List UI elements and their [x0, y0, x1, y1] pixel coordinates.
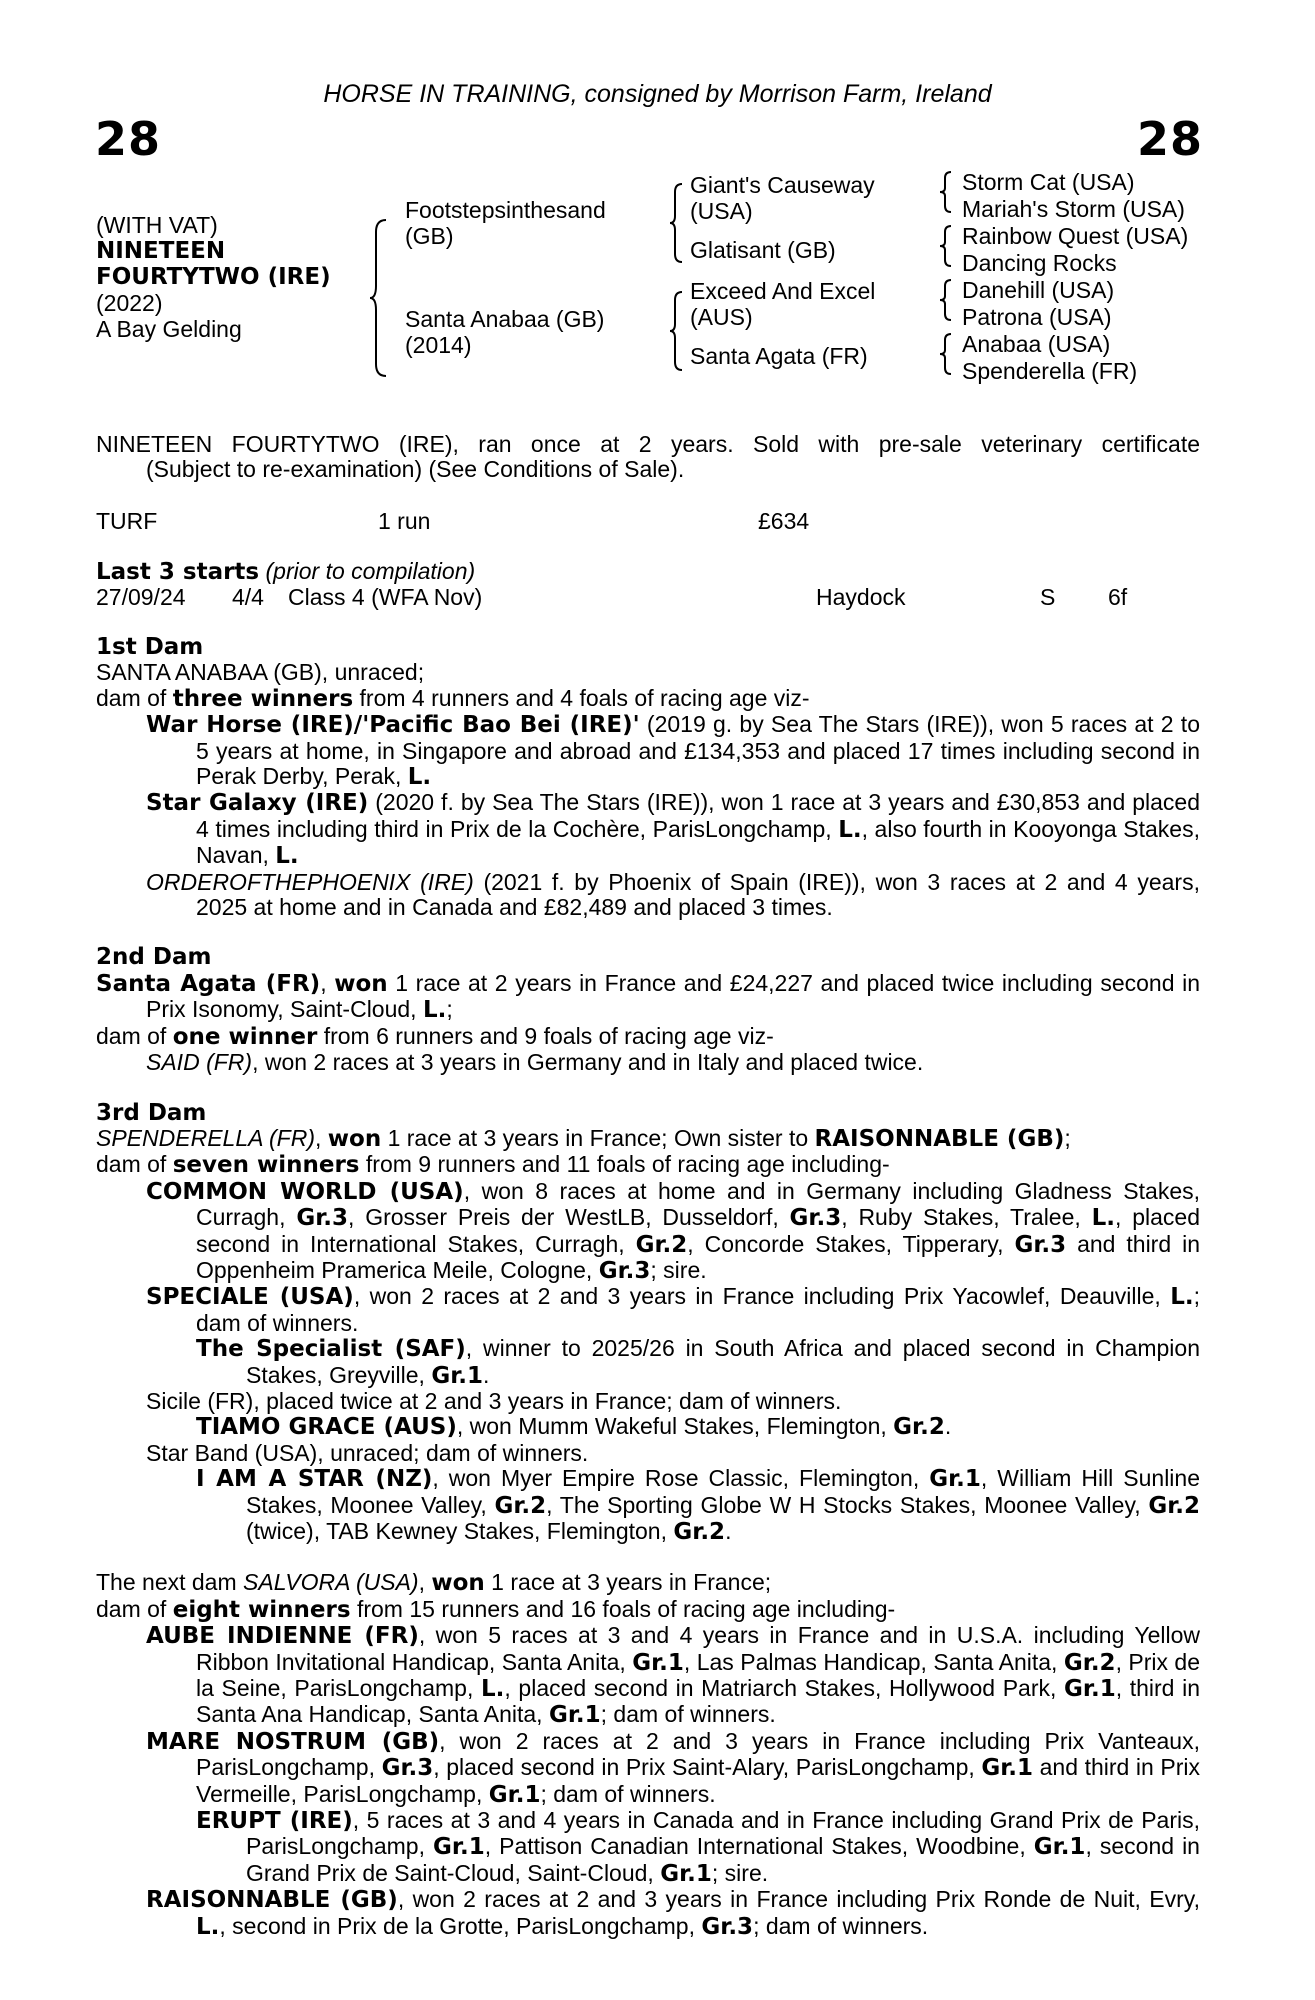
- pedigree-brace-dam: [668, 290, 686, 372]
- listed-badge: L.: [422, 997, 447, 1024]
- text: , Ruby Stakes, Tralee,: [841, 1204, 1092, 1231]
- grade-badge: Gr.1: [548, 1702, 601, 1729]
- listed-badge: L.: [1170, 1284, 1194, 1311]
- text: .: [944, 1413, 952, 1440]
- text: dam of: [96, 1151, 173, 1178]
- start-position: 4/4: [232, 584, 264, 610]
- listed-badge: L.: [481, 1676, 505, 1703]
- grade-badge: Gr.2: [494, 1492, 547, 1519]
- grade-badge: Gr.2: [1063, 1649, 1116, 1676]
- next-dam-progeny-aube-indienne: [96, 1623, 1200, 1729]
- next-dam-progeny-raisonnable: [96, 1887, 1200, 1940]
- text: from 4 runners and 4 foals of racing age viz-: [353, 684, 810, 711]
- gen3-ancestor: Rainbow Quest (USA): [962, 223, 1189, 249]
- text: from 15 runners and 16 foals of racing age including-: [350, 1595, 896, 1622]
- grade-badge: Gr.3: [701, 1913, 754, 1940]
- text: , won Myer Empire Rose Classic, Flemington,: [432, 1465, 930, 1492]
- summary: [96, 432, 1200, 483]
- text: dam of: [96, 1595, 173, 1622]
- sibling-name: RAISONNABLE (GB): [814, 1125, 1065, 1152]
- text: ; sire.: [711, 1859, 769, 1886]
- text: ; dam of winners.: [196, 1283, 1201, 1336]
- grade-badge: Gr.1: [431, 1362, 484, 1389]
- grade-badge: Gr.3: [598, 1257, 651, 1284]
- text: and third in Oppenheim Pramerica Meile, Cologne,: [196, 1230, 1200, 1283]
- grade-badge: Gr.3: [381, 1755, 434, 1782]
- progeny-name: RAISONNABLE (GB): [146, 1887, 398, 1914]
- winners-count: seven winners: [172, 1152, 360, 1179]
- text: , placed second in Matriarch Stakes, Hollywood Park,: [504, 1675, 1065, 1702]
- grade-badge: Gr.3: [789, 1205, 842, 1232]
- grade-badge: Gr.3: [296, 1205, 348, 1232]
- text: and third in Prix Vermeille, ParisLongchamp,: [196, 1754, 1200, 1807]
- horse-identity: [96, 212, 331, 342]
- record-earnings: £634: [758, 508, 810, 534]
- progeny-name: Star Galaxy (IRE): [146, 790, 369, 817]
- dam3-progeny-star-band: Star Band (USA), unraced; dam of winners.: [146, 1439, 589, 1466]
- text: , placed second in International Stakes, Curragh,: [196, 1204, 1200, 1257]
- vat-note: (WITH VAT): [96, 212, 218, 238]
- dam-name: Santa Agata (FR): [96, 970, 321, 997]
- next-dam-progeny-mare-nostrum: [96, 1729, 1200, 1808]
- pedigree-brace-g3-4: [938, 332, 954, 376]
- start-date: 27/09/24: [96, 584, 186, 610]
- progeny-name: The Specialist (SAF): [196, 1336, 466, 1363]
- pedigree-gen3: [962, 169, 1188, 385]
- grade-badge: Gr.1: [1064, 1676, 1116, 1703]
- text: , Prix de la Seine, ParisLongchamp,: [196, 1648, 1201, 1702]
- dam1-produce-summary: [96, 686, 1200, 712]
- grade-badge: Gr.2: [893, 1414, 945, 1441]
- dam3-grandprogeny-tiamo-grace: [96, 1414, 1200, 1440]
- dam-sections: [96, 635, 1200, 1940]
- dam2-produce-summary: [96, 1024, 1200, 1050]
- pedigree-brace-main: [368, 218, 390, 378]
- start-course: Haydock: [816, 584, 906, 610]
- text: The next dam: [96, 1569, 244, 1596]
- next-dam-produce-summary: [96, 1597, 1200, 1623]
- record-surface: TURF: [96, 508, 158, 534]
- horse-year: (2022): [96, 290, 163, 316]
- text: , Pattison Canadian International Stakes, Woodbine,: [484, 1833, 1034, 1860]
- text: , won 2 races at 2 and 3 years in France including Prix Vanteaux, ParisLongchamp,: [196, 1727, 1200, 1781]
- dam3-progeny-sicile: Sicile (FR), placed twice at 2 and 3 years in France; dam of winners.: [146, 1387, 842, 1414]
- text: ; dam of winners.: [600, 1701, 776, 1728]
- gen3-ancestor: Spenderella (FR): [962, 358, 1138, 384]
- start-distance: 6f: [1108, 584, 1128, 610]
- gen3-ancestor: Mariah's Storm (USA): [962, 196, 1185, 222]
- pedigree-sire-sire: [690, 172, 875, 224]
- text: , second in Prix de la Grotte, ParisLongchamp,: [219, 1912, 702, 1939]
- text: from 9 runners and 11 foals of racing age including-: [359, 1151, 890, 1178]
- last-starts-heading: [96, 558, 475, 585]
- winners-count: one winner: [172, 1023, 318, 1050]
- pedigree-brace-g3-1: [938, 170, 954, 214]
- text: , won 2 races at 2 and 3 years in France including Prix Yacowlef, Deauville,: [353, 1283, 1171, 1310]
- dam2-heading: 2nd Dam: [96, 944, 212, 971]
- progeny-name: COMMON WORLD (USA): [146, 1178, 464, 1205]
- pedigree-brace-sire: [668, 182, 686, 264]
- progeny-record: (2019 g. by Sea The Stars (IRE)), won 5 races at 2 to 5 years at home, in Singapore and abroad and £134,353 and placed 17 times including second in Perak Derby, Perak,: [196, 711, 1200, 790]
- progeny-name: SPECIALE (USA): [146, 1284, 354, 1311]
- text: .: [725, 1518, 732, 1544]
- grade-badge: Gr.2: [1148, 1492, 1200, 1519]
- start-going: S: [1040, 584, 1056, 610]
- listed-badge: L.: [838, 816, 862, 843]
- pedigree-brace-g3-2: [938, 224, 954, 268]
- text: , Grosser Preis der WestLB, Dusseldorf,: [348, 1204, 790, 1231]
- pedigree-sire: [405, 197, 606, 249]
- dam3-produce-summary: [96, 1152, 1200, 1178]
- text: , won 5 races at 3 and 4 years in France and in U.S.A. including Yellow Ribbon Invitational Handicap, Santa Anita,: [196, 1622, 1200, 1675]
- last-starts-note: (prior to compilation): [265, 558, 476, 584]
- progeny-record: , won 2 races at 3 years in Germany and in Italy and placed twice.: [252, 1049, 924, 1076]
- text: , second in Grand Prix de Saint-Cloud, Saint-Cloud,: [246, 1833, 1200, 1886]
- listed-badge: L.: [407, 764, 432, 791]
- lot-number-right: 28: [1136, 112, 1203, 166]
- won-label: won: [431, 1570, 485, 1597]
- horse-name-line1: NINETEEN: [96, 238, 226, 264]
- grade-badge: Gr.3: [1014, 1231, 1067, 1258]
- progeny-record: (2020 f. by Sea The Stars (IRE)), won 1 race at 3 years and £30,853 and placed 4 times including third in Prix de la Cochère, ParisLongchamp,: [196, 789, 1200, 842]
- text: , won 2 races at 2 and 3 years in France including Prix Ronde de Nuit, Evry,: [397, 1886, 1200, 1913]
- progeny-name: MARE NOSTRUM (GB): [146, 1728, 440, 1755]
- text: , third in Santa Ana Handicap, Santa Anita,: [196, 1675, 1200, 1728]
- grade-badge: Gr.1: [1033, 1834, 1086, 1861]
- text: .: [483, 1361, 490, 1388]
- text: , 5 races at 3 and 4 years in Canada and in France including Grand Prix de Paris, ParisLongchamp,: [246, 1807, 1200, 1860]
- sire-country: (GB): [405, 223, 454, 249]
- gen3-ancestor: Storm Cat (USA): [962, 169, 1135, 195]
- text: (twice), TAB Kewney Stakes, Flemington,: [246, 1518, 674, 1544]
- listed-badge: L.: [196, 1913, 220, 1940]
- progeny-name: I AM A STAR (NZ): [196, 1466, 433, 1493]
- progeny-name: SAID (FR): [146, 1049, 253, 1076]
- text: 1 race at 3 years in France;: [484, 1569, 772, 1596]
- grade-badge: Gr.1: [981, 1755, 1034, 1782]
- grade-badge: Gr.1: [632, 1649, 684, 1676]
- grade-badge: Gr.2: [635, 1231, 688, 1258]
- grade-badge: Gr.1: [929, 1466, 981, 1493]
- lot-number-left: 28: [95, 112, 162, 166]
- won-label: won: [334, 970, 388, 997]
- horse-description: A Bay Gelding: [96, 316, 242, 342]
- text: , Concorde Stakes, Tipperary,: [687, 1230, 1015, 1257]
- grade-badge: Gr.1: [660, 1860, 712, 1887]
- won-label: won: [327, 1125, 382, 1152]
- listed-badge: L.: [275, 843, 299, 870]
- text: ; dam of winners.: [753, 1912, 929, 1939]
- dam1-progeny-3: [96, 870, 1200, 921]
- text: dam of: [96, 1022, 173, 1049]
- progeny-name: ORDEROFTHEPHOENIX (IRE): [146, 868, 474, 895]
- progeny-record: (2021 f. by Phoenix of Spain (IRE)), won 3 races at 2 and 4 years, 2025 at home and in Canada and £82,489 and placed 3 times.: [196, 868, 1200, 921]
- dam-name: Santa Anabaa (GB): [405, 306, 605, 332]
- dam3-grandprogeny-i-am-a-star: [96, 1466, 1200, 1545]
- sire-sire-country: (USA): [690, 198, 753, 224]
- start-race: Class 4 (WFA Nov): [288, 584, 483, 610]
- text: dam of: [96, 684, 173, 711]
- pedigree-dam-sire: [690, 278, 875, 330]
- sire-name: Footstepsinthesand: [405, 197, 606, 223]
- dam-year: (2014): [405, 332, 472, 358]
- progeny-name: AUBE INDIENNE (FR): [146, 1623, 419, 1650]
- text: ; sire.: [650, 1256, 707, 1283]
- dam3-progeny-speciale: [96, 1284, 1200, 1336]
- dam1-heading: 1st Dam: [96, 634, 204, 660]
- text: , Las Palmas Handicap, Santa Anita,: [683, 1648, 1064, 1675]
- text: from 6 runners and 9 foals of racing age viz-: [317, 1022, 774, 1049]
- catalogue-header: HORSE IN TRAINING, consigned by Morrison Farm, Ireland: [323, 80, 992, 108]
- grade-badge: Gr.2: [673, 1519, 726, 1545]
- grade-badge: Gr.1: [433, 1834, 485, 1861]
- summary-line2: (Subject to re-examination) (See Conditions of Sale).: [146, 456, 685, 483]
- sire-sire-name: Giant's Causeway: [690, 172, 875, 198]
- dam1-progeny-1: [96, 712, 1200, 790]
- dam3-intro: SPENDERELLA (FR), won 1 race at 3 years in France; Own sister to RAISONNABLE (GB);: [96, 1124, 1071, 1152]
- dam1-intro: SANTA ANABAA (GB), unraced;: [96, 659, 425, 686]
- gen3-ancestor: Dancing Rocks: [962, 250, 1117, 276]
- dam-sire-name: Exceed And Excel: [690, 278, 876, 304]
- pedigree-brace-g3-3: [938, 278, 954, 322]
- dam-record: 1 race at 2 years in France and £24,227 and placed twice including second in Prix Isonomy, Saint-Cloud,: [146, 969, 1201, 1023]
- pedigree-dam-dam: Santa Agata (FR): [690, 343, 868, 369]
- progeny-name: War Horse (IRE)/'Pacific Bao Bei (IRE)': [146, 712, 640, 739]
- text: , won 8 races at home and in Germany including Gladness Stakes, Curragh,: [196, 1177, 1201, 1231]
- dam3-heading: 3rd Dam: [96, 1099, 207, 1126]
- last-starts-title: Last 3 starts: [96, 559, 260, 585]
- text: , William Hill Sunline Stakes, Moonee Valley,: [246, 1465, 1200, 1518]
- record-runs: 1 run: [378, 508, 431, 534]
- text: , won Mumm Wakeful Stakes, Flemington,: [456, 1413, 894, 1440]
- summary-line1: NINETEEN FOURTYTWO (IRE), ran once at 2 years. Sold with pre-sale veterinary certificate: [96, 431, 1200, 457]
- winners-count: eight winners: [172, 1596, 351, 1623]
- text: ; dam of winners.: [540, 1780, 716, 1807]
- dam-sire-country: (AUS): [690, 304, 753, 330]
- text: , The Sporting Globe W H Stocks Stakes, Moonee Valley,: [546, 1491, 1149, 1518]
- progeny-record: , also fourth in Kooyonga Stakes, Navan,: [196, 815, 1200, 869]
- progeny-name: ERUPT (IRE): [196, 1808, 353, 1835]
- pedigree-dam: [405, 306, 604, 358]
- next-dam-intro: The next dam SALVORA (USA), won 1 race at 3 years in France;: [96, 1569, 772, 1597]
- dam2-progeny-1: [96, 1050, 1200, 1075]
- dam1-progeny-2: [96, 790, 1200, 869]
- gen3-ancestor: Patrona (USA): [962, 304, 1112, 330]
- listed-badge: L.: [1091, 1205, 1116, 1232]
- dam2-intro: Santa Agata (FR), won 1 race at 2 years in France and £24,227 and placed twice including second in Prix Isonomy, Saint-Cloud, L.;: [96, 969, 1201, 1024]
- grade-badge: Gr.1: [488, 1781, 541, 1808]
- dam3-grandprogeny-the-specialist: [96, 1336, 1200, 1389]
- horse-name-line2: FOURTYTWO (IRE): [96, 264, 331, 290]
- dam-name: SPENDERELLA (FR): [96, 1124, 315, 1151]
- gen3-ancestor: Anabaa (USA): [962, 331, 1111, 357]
- progeny-name: TIAMO GRACE (AUS): [196, 1414, 457, 1441]
- gen3-ancestor: Danehill (USA): [962, 277, 1115, 303]
- pedigree-sire-dam: Glatisant (GB): [690, 237, 836, 263]
- dam-name: SALVORA (USA): [243, 1569, 419, 1596]
- winners-count: three winners: [172, 685, 354, 712]
- text: ;: [446, 996, 453, 1023]
- text: , placed second in Prix Saint-Alary, ParisLongchamp,: [433, 1754, 982, 1781]
- dam3-progeny-common-world: [96, 1179, 1200, 1285]
- dam-record: 1 race at 3 years in France; Own sister to: [381, 1124, 815, 1151]
- text: , winner to 2025/26 in South Africa and placed second in Champion Stakes, Greyville,: [246, 1335, 1200, 1388]
- next-dam-grandprogeny-erupt: [96, 1808, 1200, 1887]
